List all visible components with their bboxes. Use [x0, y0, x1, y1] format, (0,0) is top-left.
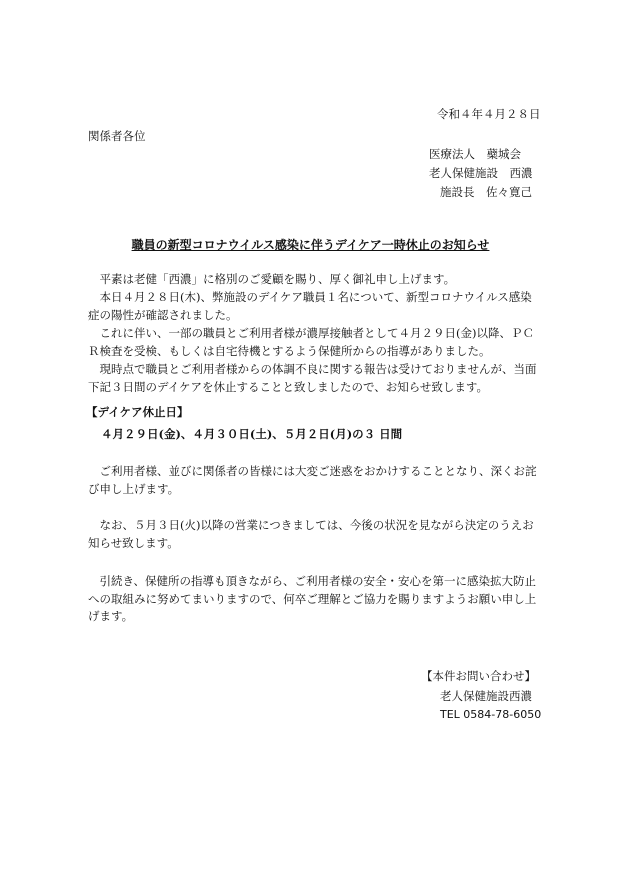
sender-director: 施設長 佐々寛己 [440, 185, 532, 199]
closing-paragraph [88, 573, 538, 626]
document-date: 令和４年４月２８日 [437, 107, 541, 121]
contacts-paragraph [88, 325, 538, 360]
addressee: 関係者各位 [88, 129, 146, 143]
report-paragraph [88, 289, 538, 324]
closing-text: 引続き、保健所の指導も頂きながら、ご利用者様の安全・安心を第一に感染拡大防止への取組みに努めてまいりますので、何卒ご理解とご協力を賜りますようお願い申し上げます。 [88, 574, 537, 623]
apology-text: ご利用者様、並びに関係者の皆様には大変ご迷惑をおかけすることとなり、深くお詫び申し上げます。 [88, 464, 537, 496]
document-title: 職員の新型コロナウイルス感染に伴うデイケア一時休止のお知らせ [131, 238, 490, 252]
resume-paragraph [88, 517, 538, 552]
sender-facility: 老人保健施設 西濃 [429, 166, 533, 180]
sender-organization: 医療法人 蘗城会 [429, 147, 521, 161]
report-text: 本日４月２８日(木)、弊施設のデイケア職員１名について、新型コロナウイルス感染症の陽性が確認されました。 [88, 290, 532, 322]
status-text: 現時点で職員とご利用者様からの体調不良に関する報告は受けておりませんが、当面下記３日間のデイケアを休止することと致しましたので、お知らせ致します。 [88, 362, 537, 394]
contacts-text: これに伴い、一部の職員とご利用者様が濃厚接触者として４月２９日(金)以降、ＰＣＲ検査を受検、もしくは自宅待機とするよう保健所からの指導がありました。 [88, 326, 534, 358]
contact-organization: 老人保健施設西濃 [440, 689, 532, 703]
status-paragraph [88, 361, 538, 396]
holiday-heading: 【デイケア休止日】 [86, 405, 189, 419]
greeting-paragraph [88, 271, 538, 289]
greeting-text: 平素は老健「西濃」に格別のご愛顧を賜り、厚く御礼申し上げます。 [99, 272, 456, 286]
resume-text: なお、５月３日(火)以降の営業につきましては、今後の状況を見ながら決定のうえお知らせ致します。 [88, 518, 534, 550]
apology-paragraph [88, 463, 538, 498]
contact-heading: 【本件お問い合わせ】 [421, 669, 536, 683]
contact-telephone: TEL 0584-78-6050 [440, 708, 542, 721]
holiday-dates: ４月２９日(金)、４月３０日(土)、５月２日(月)の３ 日間 [101, 427, 403, 441]
